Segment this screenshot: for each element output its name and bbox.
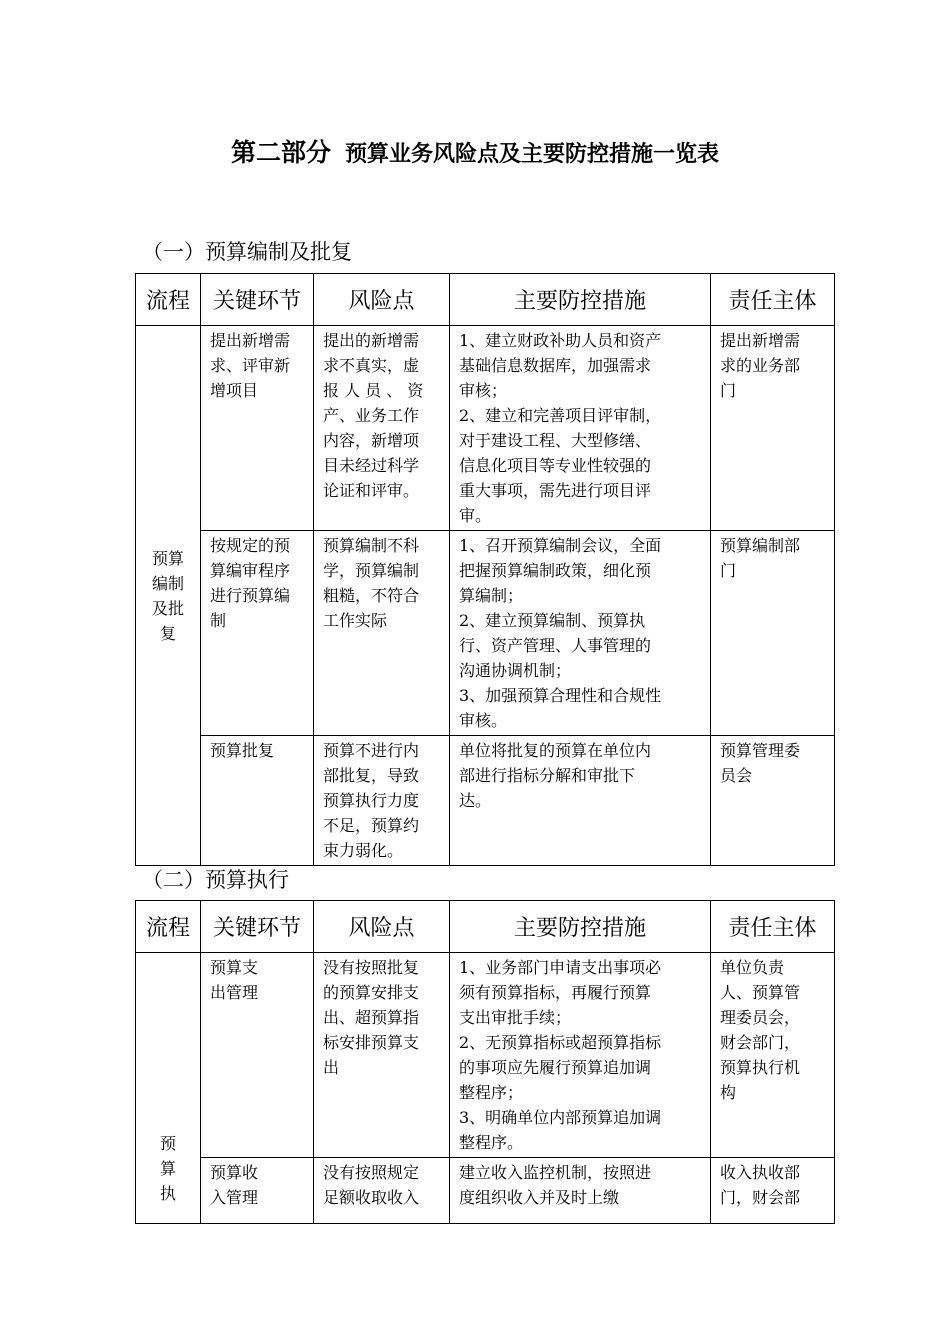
risk-cell: 没有按照批复 的预算安排支 出、超预算指 标安排预算支 出: [314, 953, 450, 1158]
table-row: [136, 531, 835, 736]
owner-cell: 收入执收部 门，财会部: [711, 1158, 835, 1224]
header-owner: 责任主体: [711, 274, 835, 326]
process-cell: 预 算 执: [136, 953, 201, 1224]
table-row: [136, 1158, 835, 1224]
measure-cell: 1、召开预算编制会议，全面 把握预算编制政策，细化预 算编制； 2、建立预算编制、预算执 行、资产管理、人事管理的 沟通协调机制； 3、加强预算合理性和合规性 审核。: [450, 531, 711, 736]
key-step-cell: 预算支 出管理: [201, 953, 314, 1158]
key-step-cell: 预算收 入管理: [201, 1158, 314, 1224]
risk-cell: 没有按照规定 足额收取收入: [314, 1158, 450, 1224]
section-heading-2: （二）预算执行: [142, 868, 289, 892]
page-title: [0, 133, 950, 169]
title-part: 第二部分: [230, 138, 331, 167]
process-cell: 预算 编制 及批 复: [136, 326, 201, 866]
header-key-step: 关键环节: [201, 901, 314, 953]
header-measures: 主要防控措施: [450, 274, 711, 326]
risk-cell: 提出的新增需 求不真实，虚 报 人 员 、 资 产、业务工作 内容，新增项 目未经过科学 论证和评审。: [314, 326, 450, 531]
table-row: [136, 326, 835, 531]
header-measures: 主要防控措施: [450, 901, 711, 953]
measure-cell: 建立收入监控机制，按照进 度组织收入并及时上缴: [450, 1158, 711, 1224]
table-row: [136, 736, 835, 866]
measure-cell: 单位将批复的预算在单位内 部进行指标分解和审批下 达。: [450, 736, 711, 866]
owner-cell: 提出新增需 求的业务部 门: [711, 326, 835, 531]
title-subtitle: 预算业务风险点及主要防控措施一览表: [345, 142, 720, 167]
owner-cell: 预算管理委 员会: [711, 736, 835, 866]
key-step-cell: 提出新增需 求、评审新 增项目: [201, 326, 314, 531]
table-header-row: [136, 901, 835, 953]
risk-cell: 预算不进行内 部批复，导致 预算执行力度 不足，预算约 束力弱化。: [314, 736, 450, 866]
header-risk: 风险点: [314, 901, 450, 953]
header-process: 流程: [136, 901, 201, 953]
measure-cell: 1、建立财政补助人员和资产 基础信息数据库，加强需求 审核； 2、建立和完善项目评审制， 对于建设工程、大型修缮、 信息化项目等专业性较强的 重大事项，需先进行项目评 审。: [450, 326, 711, 531]
measure-cell: 1、业务部门申请支出事项必 须有预算指标，再履行预算 支出审批手续； 2、无预算指标或超预算指标 的事项应先履行预算追加调 整程序； 3、明确单位内部预算追加调 整程序。: [450, 953, 711, 1158]
header-risk: 风险点: [314, 274, 450, 326]
table-header-row: [136, 274, 835, 326]
key-step-cell: 预算批复: [201, 736, 314, 866]
table-row: [136, 953, 835, 1158]
table-budget-preparation: [135, 273, 835, 866]
header-process: 流程: [136, 274, 201, 326]
table-budget-execution: [135, 900, 835, 1224]
header-owner: 责任主体: [711, 901, 835, 953]
risk-cell: 预算编制不科 学，预算编制 粗糙，不符合 工作实际: [314, 531, 450, 736]
owner-cell: 预算编制部 门: [711, 531, 835, 736]
owner-cell: 单位负责 人、预算管 理委员会， 财会部门， 预算执行机 构: [711, 953, 835, 1158]
section-heading-1: （一）预算编制及批复: [142, 240, 352, 264]
header-key-step: 关键环节: [201, 274, 314, 326]
key-step-cell: 按规定的预 算编审程序 进行预算编 制: [201, 531, 314, 736]
